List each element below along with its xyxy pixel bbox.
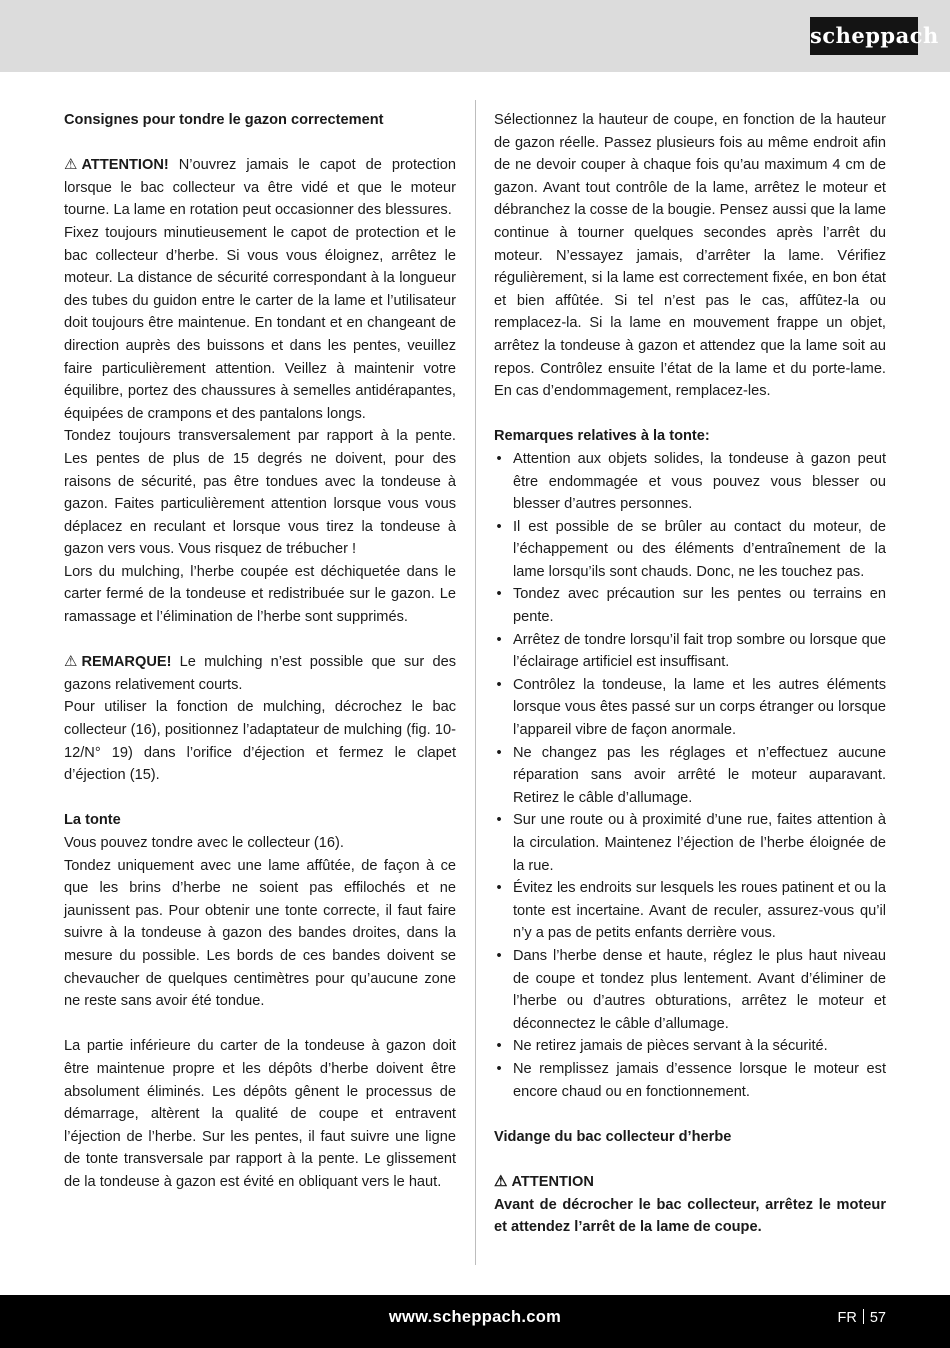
bullet-icon: • [496,812,502,829]
warning-triangle-icon: ⚠ [64,653,78,671]
list-item: • Contrôlez la tondeuse, la lame et les autres éléments lorsque vous êtes passé sur un corps étranger ou lorsque l’appareil vibre de façon anormale. [494,674,886,742]
attention-text: Avant de décrocher le bac collecteur, arrêtez le moteur et attendez l’arrêt de la lame de coupe. [494,1196,886,1236]
bullet-icon: • [496,744,502,761]
attention-heading [494,1171,886,1194]
list-item: • Évitez les endroits sur lesquels les roues patinent et ou la tonte est incertaine. Avant de reculer, assurez-vous qu’il n’y a pas de petits enfants derrière vous. [494,877,886,945]
list-item: • Arrêtez de tondre lorsqu’il fait trop sombre ou lorsque que l’éclairage artificiel est insuffisant. [494,629,886,674]
attention-paragraph [64,154,456,222]
bullet-icon: • [496,1038,502,1055]
bullet-icon: • [496,518,502,535]
section-heading-remarques: Remarques relatives à la tonte: [494,428,710,445]
list-item: • Il est possible de se brûler au contact du moteur, de l’échappement ou des éléments d’entraînement de la lame lorsqu’ils sont chauds. Donc, ne les touchez pas. [494,516,886,584]
paragraph-slope-mowing: Tondez toujours transversalement par rapport à la pente. Les pentes de plus de 15 degrés ne doivent, pour des raisons de sécurité, pas être tondues avec la tondeuse à gazon. Faites particulièrement attention lorsque vous vous déplacez en reculant et lorsque vous tirez la tondeuse à gazon vers vous. Vous risquez de trébucher ! [64,428,456,558]
paragraph-cutting-height: Sélectionnez la hauteur de coupe, en fonction de la hauteur de gazon réelle. Passez plusieurs fois au même endroit afin de ne devoir couper à chaque fois qu’au maximum 4 cm de gazon. Avant tout contrôle de la lame, arrêtez le moteur et débranchez la cosse de la bougie. Pensez aussi que la lame continue à tourner quelques secondes après l’arrêt du moteur. N’essayez jamais, d’arrêter la lame. Vérifiez régulièrement, si la lame est correctement fixée, en bon état et bien affûtée. Si tel n’est pas le cas, affûtez-la ou remplacez-la. Si la lame en mouvement frappe un objet, arrêtez la tondeuse à gazon et attendez que la lame soit au repos. Contrôlez ensuite l’état de la lame et du porte-lame. En cas d’endommagement, remplacez-les. [494,112,886,400]
list-item: • Dans l’herbe dense et haute, réglez le plus haut niveau de coupe et tondez plus lentement. Avant d’éliminer de l’herbe ou d’autres obturations, arrêtez le moteur et déconnectez le câble d’allumage. [494,945,886,1035]
page-indicator [838,1309,886,1326]
left-column [64,109,456,1194]
paragraph-sharp-blade: Tondez uniquement avec une lame affûtée, de façon à ce que les brins d’herbe ne soient pas effilochés et ne jaunissent pas. Pour obtenir une tonte correcte, il faut faire suivre à la tondeuse à gazon des bandes droites, dans la mesure du possible. Les bords de ces bandes doivent se chevaucher de quelques centimètres pour qu’aucune zone ne reste sans avoir été tondue. [64,857,456,1010]
bullet-icon: • [496,880,502,897]
bullet-icon: • [496,676,502,693]
bullet-icon: • [496,631,502,648]
bullet-icon: • [496,1060,502,1077]
paragraph-mulching-function: Pour utiliser la fonction de mulching, décrochez le bac collecteur (16), positionnez l’adaptateur de mulching (fig. 10-12/N° 19) dans l’orifice d’éjection et fermez le clapet d’éjection (15). [64,699,456,784]
list-item: • Ne remplissez jamais d’essence lorsque le moteur est encore chaud ou en fonctionnement. [494,1058,886,1103]
section-heading-emptying-collector: Vidange du bac collecteur d’herbe [494,1128,732,1145]
section-heading-mowing-instructions: Consignes pour tondre le gazon correctement [64,112,384,128]
page-number: 57 [869,1310,886,1326]
list-item: • Sur une route ou à proximité d’une rue, faites attention à la circulation. Maintenez l’éjection de l’herbe éloignée de la rue. [494,809,886,877]
list-item: • Ne changez pas les réglages et n’effectuez aucune réparation sans avoir arrêté le moteur auparavant. Retirez le câble d’allumage. [494,742,886,810]
right-column [494,109,886,1239]
paragraph-housing-cleaning: La partie inférieure du carter de la tondeuse à gazon doit être maintenue propre et les dépôts d’herbe doivent être absolument éliminés. Les dépôts gênent le processus de démarrage, altèrent la qualité de coupe et entravent l’éjection de l’herbe. Sur les pentes, il faut suivre une ligne de tonte transversale par rapport à la pente. Le glissement de la tondeuse à gazon est évité en obliquant vers le haut. [64,1038,456,1190]
scheppach-logo: scheppach [810,17,918,55]
page-header [0,0,950,72]
warning-triangle-icon: ⚠ [64,156,78,174]
bullet-icon: • [496,586,502,603]
column-divider [475,100,476,1265]
warning-triangle-icon: ⚠ [494,1172,508,1190]
bullet-icon: • [496,450,502,467]
list-item: • Attention aux objets solides, la tondeuse à gazon peut être endommagée et vous pouvez vous blesser ou blesser d’autres personnes. [494,448,886,516]
language-code: FR [837,1310,857,1326]
paragraph-mulching: Lors du mulching, l’herbe coupée est déchiquetée dans le carter fermé de la tondeuse et redistribuée sur le gazon. Le ramassage et l’élimination de l’herbe sont supprimés. [64,563,456,626]
attention-label: ATTENTION! [81,157,169,174]
attention-text: N’ouvrez jamais le capot de protection lorsque le bac collecteur va être vidé et que le moteur tourne. La lame en rotation peut occasionner des blessures. [64,157,456,219]
paragraph-protection-cover: Fixez toujours minutieusement le capot de protection et le bac collecteur d’herbe. Si vous vous éloignez, arrêtez le moteur. La distance de sécurité correspondant à la longueur des tubes du guidon entre le carter de la lame et l’utilisateur doit toujours être maintenue. En tondant et en changeant de direction auprès des buissons et dans les pentes, veuillez faire particulièrement attention. Veillez à maintenir votre équilibre, portez des chaussures à semelles antidérapantes, équipées de crampons et des pantalons longs. [64,224,456,422]
paragraph-collector: Vous pouvez tondre avec le collecteur (16). [64,835,344,851]
list-item: • Ne retirez jamais de pièces servant à la sécurité. [494,1035,886,1058]
remarque-paragraph [64,651,456,696]
remarks-bullet-list [494,448,886,1103]
page-footer [0,1295,950,1348]
remarque-label: REMARQUE! [81,654,172,671]
page-separator [863,1309,864,1324]
section-heading-la-tonte: La tonte [64,812,121,829]
website-link[interactable]: www.scheppach.com [388,1308,562,1326]
bullet-icon: • [496,947,502,964]
list-item: • Tondez avec précaution sur les pentes ou terrains en pente. [494,583,886,628]
attention-label: ATTENTION [511,1173,594,1190]
remarque-text: Le mulching n’est possible que sur des gazons relativement courts. [64,654,456,693]
